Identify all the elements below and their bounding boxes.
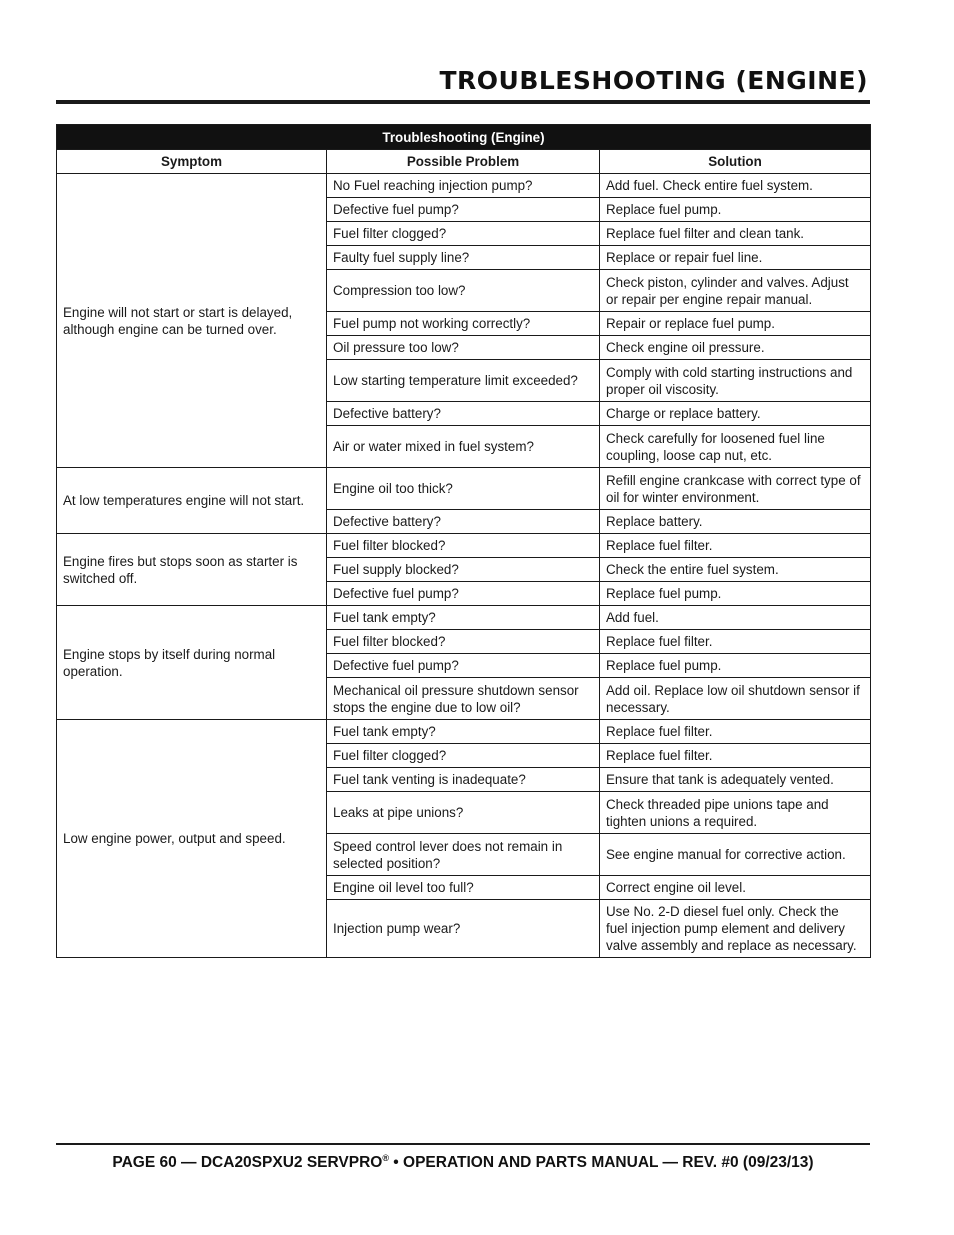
solution-cell: Replace fuel pump.: [600, 198, 871, 222]
possible-problem-cell: Injection pump wear?: [327, 900, 600, 958]
footer-text-after: • OPERATION AND PARTS MANUAL — REV. #0 (09/23/13): [388, 1154, 814, 1172]
solution-cell: Replace fuel filter.: [600, 744, 871, 768]
solution-cell: Replace fuel filter.: [600, 534, 871, 558]
symptom-cell: Engine stops by itself during normal operation.: [57, 606, 327, 720]
possible-problem-cell: Defective fuel pump?: [327, 654, 600, 678]
footer-divider: [56, 1143, 870, 1145]
solution-cell: Add oil. Replace low oil shutdown sensor if necessary.: [600, 678, 871, 720]
possible-problem-cell: Fuel pump not working correctly?: [327, 312, 600, 336]
possible-problem-cell: Air or water mixed in fuel system?: [327, 426, 600, 468]
column-header-solution: Solution: [600, 150, 871, 174]
possible-problem-cell: Engine oil too thick?: [327, 468, 600, 510]
solution-cell: Charge or replace battery.: [600, 402, 871, 426]
possible-problem-cell: Fuel filter clogged?: [327, 222, 600, 246]
footer-text-before: PAGE 60 — DCA20SPXU2 SERVPRO: [112, 1154, 383, 1172]
possible-problem-cell: Fuel tank empty?: [327, 606, 600, 630]
page-footer: [56, 1153, 870, 1172]
solution-cell: Replace fuel filter.: [600, 720, 871, 744]
table-row: [57, 534, 871, 558]
possible-problem-cell: Mechanical oil pressure shutdown sensor stops the engine due to low oil?: [327, 678, 600, 720]
solution-cell: Use No. 2-D diesel fuel only. Check the fuel injection pump element and delivery valve assembly and replace as necessary.: [600, 900, 871, 958]
title-divider: [56, 100, 870, 104]
solution-cell: Add fuel. Check entire fuel system.: [600, 174, 871, 198]
solution-cell: See engine manual for corrective action.: [600, 834, 871, 876]
possible-problem-cell: Low starting temperature limit exceeded?: [327, 360, 600, 402]
possible-problem-cell: Defective battery?: [327, 402, 600, 426]
solution-cell: Check piston, cylinder and valves. Adjust or repair per engine repair manual.: [600, 270, 871, 312]
solution-cell: Add fuel.: [600, 606, 871, 630]
page-title: TROUBLESHOOTING (ENGINE): [439, 66, 868, 95]
table-header-row: [57, 150, 871, 174]
possible-problem-cell: Fuel tank venting is inadequate?: [327, 768, 600, 792]
table-caption-row: [57, 125, 871, 150]
possible-problem-cell: Compression too low?: [327, 270, 600, 312]
possible-problem-cell: Oil pressure too low?: [327, 336, 600, 360]
solution-cell: Replace fuel filter.: [600, 630, 871, 654]
table-row: [57, 174, 871, 198]
solution-cell: Comply with cold starting instructions and proper oil viscosity.: [600, 360, 871, 402]
solution-cell: Check the entire fuel system.: [600, 558, 871, 582]
possible-problem-cell: Fuel filter blocked?: [327, 630, 600, 654]
symptom-cell: Low engine power, output and speed.: [57, 720, 327, 958]
solution-cell: Check carefully for loosened fuel line coupling, loose cap nut, etc.: [600, 426, 871, 468]
solution-cell: Ensure that tank is adequately vented.: [600, 768, 871, 792]
possible-problem-cell: Defective battery?: [327, 510, 600, 534]
possible-problem-cell: Fuel filter blocked?: [327, 534, 600, 558]
possible-problem-cell: No Fuel reaching injection pump?: [327, 174, 600, 198]
possible-problem-cell: Engine oil level too full?: [327, 876, 600, 900]
possible-problem-cell: Defective fuel pump?: [327, 198, 600, 222]
solution-cell: Replace or repair fuel line.: [600, 246, 871, 270]
table-row: [57, 468, 871, 510]
possible-problem-cell: Leaks at pipe unions?: [327, 792, 600, 834]
table-caption: Troubleshooting (Engine): [57, 125, 871, 150]
registered-mark: ®: [382, 1153, 389, 1163]
solution-cell: Replace fuel pump.: [600, 582, 871, 606]
table-body: [57, 174, 871, 958]
column-header-symptom: Symptom: [57, 150, 327, 174]
column-header-possible-problem: Possible Problem: [327, 150, 600, 174]
symptom-cell: Engine will not start or start is delayed, although engine can be turned over.: [57, 174, 327, 468]
solution-cell: Correct engine oil level.: [600, 876, 871, 900]
possible-problem-cell: Fuel tank empty?: [327, 720, 600, 744]
possible-problem-cell: Speed control lever does not remain in selected position?: [327, 834, 600, 876]
solution-cell: Replace fuel filter and clean tank.: [600, 222, 871, 246]
troubleshooting-table: [56, 124, 871, 958]
table-row: [57, 606, 871, 630]
solution-cell: Check engine oil pressure.: [600, 336, 871, 360]
solution-cell: Refill engine crankcase with correct type of oil for winter environment.: [600, 468, 871, 510]
possible-problem-cell: Defective fuel pump?: [327, 582, 600, 606]
solution-cell: Check threaded pipe unions tape and tighten unions a required.: [600, 792, 871, 834]
possible-problem-cell: Fuel filter clogged?: [327, 744, 600, 768]
solution-cell: Replace battery.: [600, 510, 871, 534]
possible-problem-cell: Faulty fuel supply line?: [327, 246, 600, 270]
solution-cell: Repair or replace fuel pump.: [600, 312, 871, 336]
symptom-cell: At low temperatures engine will not start.: [57, 468, 327, 534]
solution-cell: Replace fuel pump.: [600, 654, 871, 678]
symptom-cell: Engine fires but stops soon as starter is switched off.: [57, 534, 327, 606]
possible-problem-cell: Fuel supply blocked?: [327, 558, 600, 582]
table-row: [57, 720, 871, 744]
